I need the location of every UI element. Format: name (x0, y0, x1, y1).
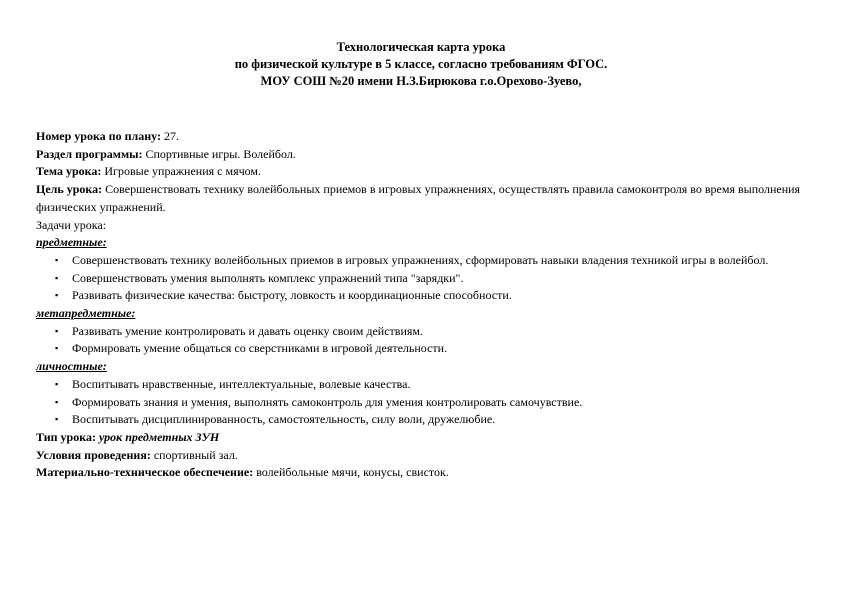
doc-title: Технологическая карта урока (336, 40, 506, 54)
list-item: ▪ Совершенствовать технику волейбольных приемов в игровых упражнениях, сформировать навыки владения техникой игры в волейбол. (36, 252, 816, 270)
bullet-icon: ▪ (55, 396, 59, 407)
lesson-conditions: Условия проведения: спортивный зал. (36, 447, 238, 462)
lesson-topic: Тема урока: Игровые упражнения с мячом. (36, 164, 262, 179)
personal-heading: личностные: (36, 359, 107, 374)
lesson-goal: Цель урока: Совершенствовать технику волейбольных приемов в игровых упражнениях, осуществлять правила самоконтроля во время выполнения физических упражнений. (36, 182, 801, 214)
bullet-icon: ▪ (55, 343, 59, 354)
lesson-type: Тип урока: урок предметных ЗУН (36, 429, 220, 444)
list-item: ▪ Воспитывать нравственные, интеллектуальные, волевые качества. (36, 376, 816, 394)
subject-heading: предметные: (36, 235, 107, 250)
list-item: ▪ Воспитывать дисциплинированность, самостоятельность, силу воли, дружелюбие. (36, 411, 816, 429)
list-item: ▪ Развивать физические качества: быстроту, ловкость и координационные способности. (36, 287, 816, 305)
bullet-icon: ▪ (55, 414, 59, 425)
lesson-number: Номер урока по плану: 27. (36, 129, 179, 143)
list-item: ▪ Совершенствовать умения выполнять комплекс упражнений типа "зарядки". (36, 270, 816, 288)
list-item: ▪ Развивать умение контролировать и давать оценку своим действиям. (36, 323, 816, 341)
meta-heading: метапредметные: (36, 306, 136, 321)
bullet-icon: ▪ (55, 325, 59, 336)
bullet-icon: ▪ (55, 378, 59, 389)
tasks-label: Задачи урока: (36, 217, 107, 232)
doc-school: МОУ СОШ №20 имени Н.З.Бирюкова г.о.Орехово-Зуево, (260, 74, 582, 88)
document-body (36, 128, 816, 482)
bullet-icon: ▪ (55, 254, 59, 265)
doc-subtitle: по физической культуре в 5 классе, согласно требованиям ФГОС. (234, 57, 608, 71)
lesson-equipment: Материально-техническое обеспечение: волейбольные мячи, конусы, свисток. (36, 465, 449, 480)
list-item: ▪ Формировать знания и умения, выполнять самоконтроль для умения контролировать самочувствие. (36, 394, 816, 412)
bullet-icon: ▪ (55, 290, 59, 301)
bullet-icon: ▪ (55, 272, 59, 283)
program-section: Раздел программы: Спортивные игры. Волейбол. (36, 146, 296, 161)
list-item: ▪ Формировать умение общаться со сверстниками в игровой деятельности. (36, 340, 816, 358)
